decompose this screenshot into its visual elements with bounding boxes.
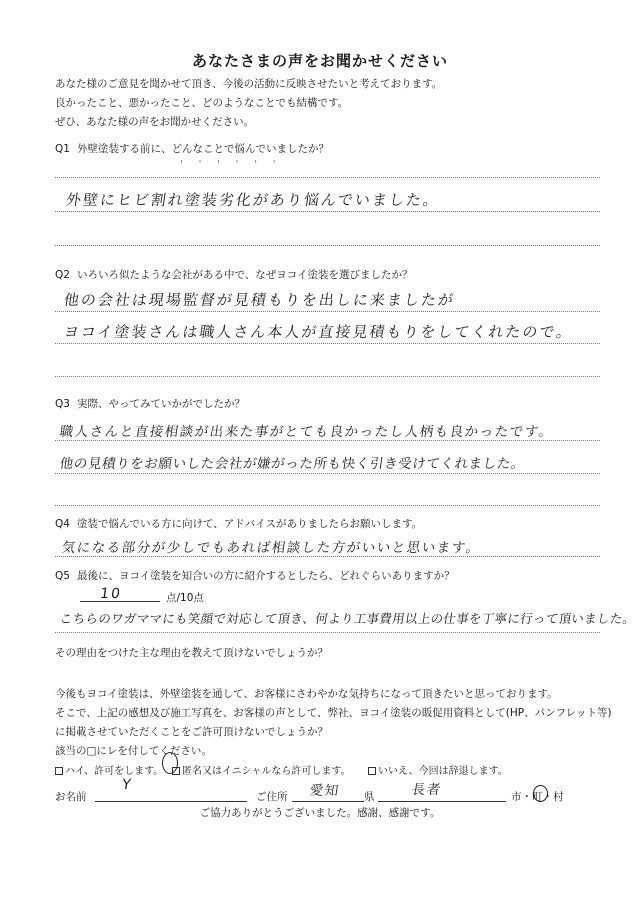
name-label: お名前 [55, 791, 87, 803]
selection-circle [533, 785, 548, 802]
answer-line [55, 211, 600, 212]
handwritten-answer: 他の見積りをお願いした会社が嫌がった所も快く引き受けてくれました。 [58, 456, 527, 472]
intro-line: 良かったこと、悪かったこと、どのようなことでも結構です。 [55, 97, 349, 109]
question-number: Q1 [55, 143, 70, 155]
handwritten-answer: 他の会社は現場監督が見積もりを出しに来ましたが [62, 291, 457, 309]
question-number: Q5 [55, 570, 70, 582]
permission-text: 今後もヨコイ塗装は、外壁塗装を通して、お客様にさわやかな気持ちになって頂きたいと思っております。 [55, 688, 558, 700]
prefecture-suffix: 県 [364, 791, 375, 803]
question-text: 外壁塗装する前に、どんなことで悩んでいましたか？ [77, 143, 329, 155]
name-field-line [95, 801, 247, 802]
question-number: Q3 [55, 398, 70, 410]
question-4 [55, 516, 422, 531]
answer-line [55, 632, 600, 633]
closing-text: ご協力ありがとうございました。感謝、感謝です。 [199, 807, 441, 819]
question-number: Q4 [55, 518, 70, 530]
question-text: 最後に、ヨコイ塗装を知合いの方に紹介するとしたら、どれぐらいありますか？ [77, 570, 455, 582]
question-number: Q2 [55, 269, 70, 281]
question-2 [55, 267, 412, 282]
checkbox-icon[interactable] [55, 767, 63, 775]
option-yes[interactable] [55, 762, 163, 777]
name-value: Y [120, 777, 134, 793]
answer-line [55, 343, 600, 344]
score-suffix: 点/10点 [166, 592, 204, 604]
prefecture-value: 愛知 [308, 783, 341, 799]
handwritten-answer: こちらのワガママにも笑顔で対応して頂き、何より工事費用以上の仕事を丁寧に行って頂いました。 [58, 611, 637, 626]
score-line [80, 601, 160, 602]
stray-marks: ' ' ' ' ' ' [180, 158, 282, 171]
permission-text: そこで、上記の感想及び施工写真を、お客様の声として、弊社、ヨコイ塗装の販促用資料として(HP、パンフレット等) [55, 707, 612, 719]
answer-line [55, 556, 600, 557]
option-no-label: いいえ、今回は辞退します。 [378, 766, 508, 777]
handwritten-answer: 外壁にヒビ割れ塗装劣化があり悩んでいました。 [64, 191, 442, 209]
handwritten-answer: ヨコイ塗装さんは職人さん本人が直接見積もりをしてくれたので。 [62, 323, 575, 341]
question-text: 塗装で悩んでいる方に向けて、アドバイスがありましたらお願いします。 [77, 518, 423, 530]
prefecture-field-line [292, 801, 364, 802]
address-label: ご住所 [256, 791, 288, 803]
option-initials[interactable] [172, 762, 351, 777]
permission-text: 該当の□にレを付してください。 [55, 745, 212, 757]
question-3 [55, 396, 245, 411]
option-yes-label: ハイ、許可をします。 [65, 766, 164, 777]
city-field-line [378, 801, 506, 802]
handwritten-answer: 気になる部分が少しでもあれば相談した方がいいと思います。 [60, 540, 482, 556]
answer-line [55, 440, 600, 441]
handwritten-answer: 職人さんと直接相談が出来た事がとても良かったし人柄も良かったです。 [58, 424, 555, 440]
intro-line: ぜひ、あなた様の声をお聞かせください。 [55, 116, 255, 128]
answer-line [55, 245, 600, 246]
question-5 [55, 568, 455, 583]
option-initials-label: 匿名又はイニシャルなら許可します。 [182, 766, 351, 777]
reason-prompt: その理由をつけた主な理由を教えて頂けないでしょうか？ [55, 647, 328, 659]
answer-line [55, 473, 600, 474]
answer-line [55, 505, 600, 506]
score-value: 10 [98, 586, 123, 602]
option-no[interactable] [368, 762, 508, 777]
selection-circle [162, 752, 178, 774]
answer-line [55, 177, 600, 178]
page-title: あなたさまの声をお聞かせください [191, 52, 448, 70]
question-text: いろいろ似たような会社がある中で、なぜヨコイ塗装を選びましたか？ [77, 269, 413, 281]
question-text: 実際、やってみていかがでしたか？ [77, 398, 245, 410]
city-value: 長者 [410, 782, 443, 798]
city-suffix: 市・町・村 [511, 791, 564, 803]
answer-line [55, 311, 600, 312]
intro-line: あなた様のご意見を聞かせて頂き、今後の活動に反映させたいと考えております。 [55, 78, 443, 90]
checkbox-icon[interactable] [368, 767, 376, 775]
permission-text: に掲載させていただくことをご許可頂けないでしょうか？ [55, 726, 328, 738]
question-1 [55, 141, 329, 156]
answer-line [55, 376, 600, 377]
